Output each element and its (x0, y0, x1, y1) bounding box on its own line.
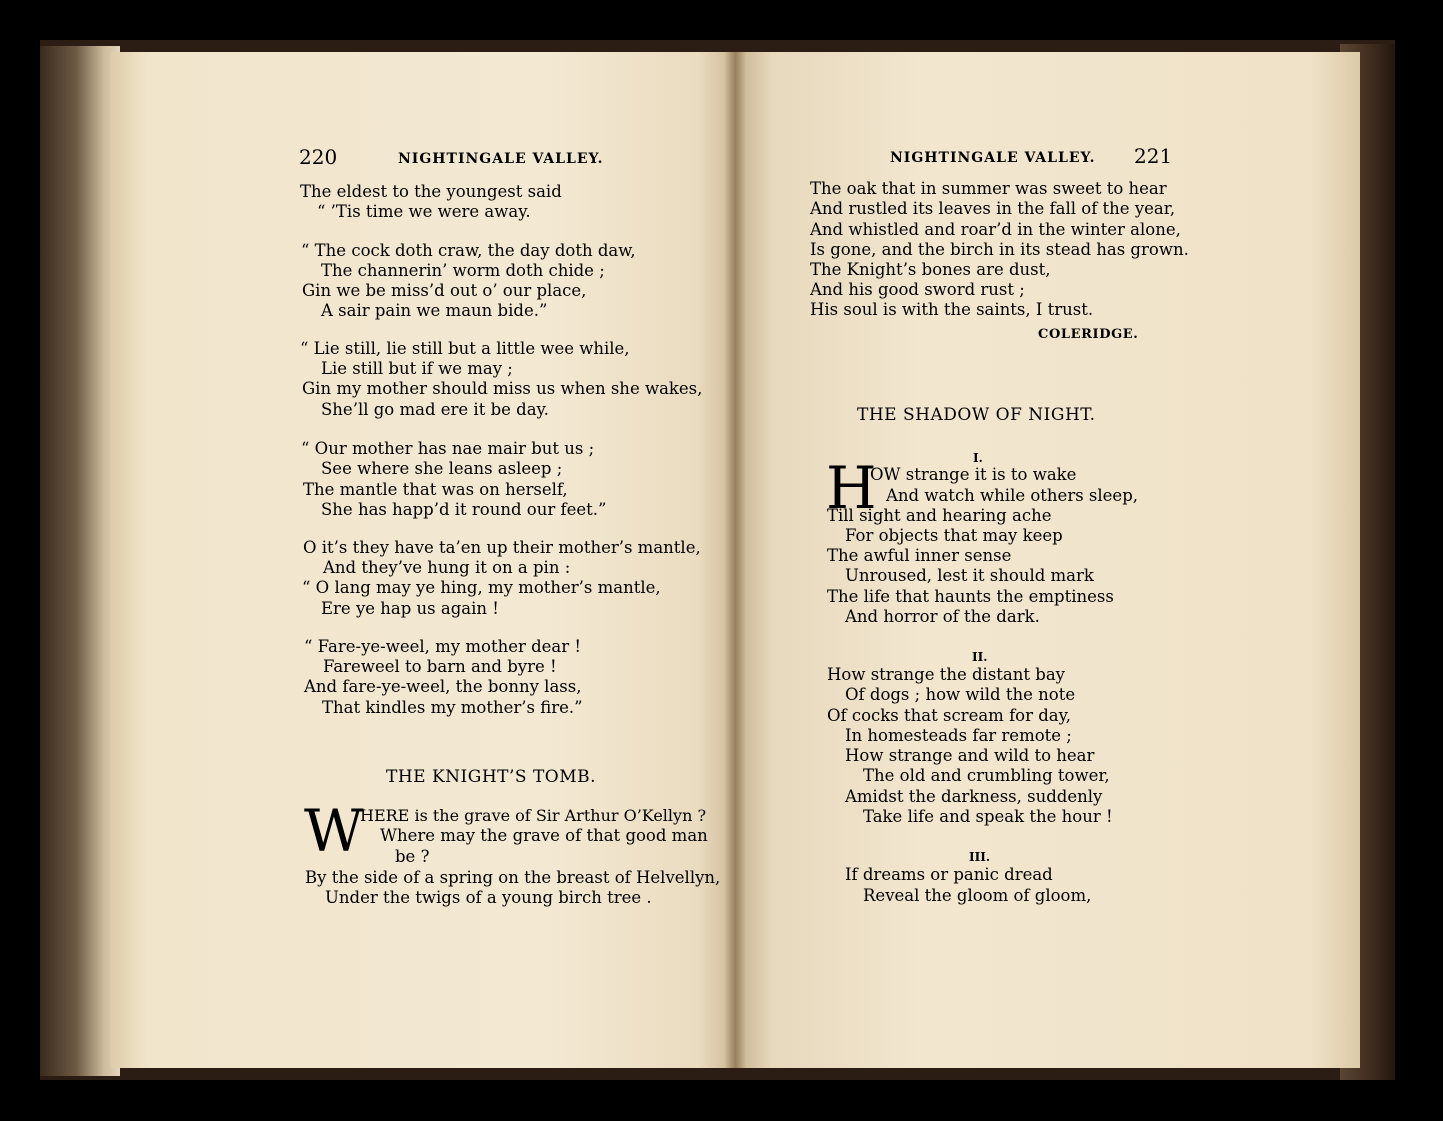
verse-line: HERE is the grave of Sir Arthur O’Kellyn ? (360, 806, 707, 825)
drop-cap: W (304, 797, 364, 865)
verse-line: And horror of the dark. (845, 607, 1040, 626)
drop-cap: H (826, 454, 877, 522)
verse-line: The Knight’s bones are dust, (810, 260, 1051, 279)
verse-line: A sair pain we maun bide.” (321, 301, 548, 320)
verse-line: If dreams or panic dread (845, 865, 1053, 884)
poem-title: THE KNIGHT’S TOMB. (386, 767, 597, 787)
verse-line: Take life and speak the hour ! (863, 807, 1113, 826)
left-page-number: 220 (299, 145, 338, 169)
verse-line: The eldest to the youngest said (300, 182, 562, 201)
section-numeral: I. (973, 451, 983, 465)
section-numeral: III. (969, 850, 991, 864)
verse-line: Lie still but if we may ; (321, 359, 513, 378)
verse-line: The mantle that was on herself, (303, 480, 568, 499)
verse-line: The channerin’ worm doth chide ; (321, 261, 605, 280)
attribution: COLERIDGE. (1038, 327, 1139, 342)
verse-line: Ere ye hap us again ! (321, 599, 499, 618)
verse-line: How strange and wild to hear (845, 746, 1095, 765)
verse-line: In homesteads far remote ; (845, 726, 1072, 745)
poem-title: THE SHADOW OF NIGHT. (857, 405, 1096, 425)
verse-line: Unroused, lest it should mark (845, 566, 1094, 585)
verse-line: For objects that may keep (845, 526, 1063, 545)
verse-line: “ O lang may ye hing, my mother’s mantle, (302, 578, 661, 597)
verse-line: By the side of a spring on the breast of Helvellyn, (305, 868, 721, 887)
verse-line: Fareweel to barn and byre ! (323, 657, 557, 676)
verse-line: Gin we be miss’d out o’ our place, (302, 281, 587, 300)
verse-line: “ Our mother has nae mair but us ; (301, 439, 595, 458)
verse-line: And watch while others sleep, (886, 486, 1139, 505)
verse-line: O it’s they have ta’en up their mother’s mantle, (303, 538, 701, 557)
verse-line: be ? (395, 847, 430, 866)
verse-line: And they’ve hung it on a pin : (323, 558, 571, 577)
left-running-head: NIGHTINGALE VALLEY. (398, 151, 604, 167)
verse-line: “ Fare-ye-weel, my mother dear ! (304, 637, 582, 656)
verse-line: “ The cock doth craw, the day doth daw, (301, 241, 636, 260)
book-cover-left (40, 46, 120, 1076)
verse-line: Gin my mother should miss us when she wakes, (302, 379, 703, 398)
verse-line: Amidst the darkness, suddenly (845, 787, 1103, 806)
verse-line: “ Lie still, lie still but a little wee while, (300, 339, 630, 358)
verse-line: The oak that in summer was sweet to hear (810, 179, 1167, 198)
verse-line: Of dogs ; how wild the note (845, 685, 1076, 704)
verse-line: Where may the grave of that good man (380, 826, 708, 845)
verse-line: Till sight and hearing ache (827, 506, 1052, 525)
verse-line: And rustled its leaves in the fall of the year, (810, 199, 1176, 218)
verse-line: The old and crumbling tower, (863, 766, 1110, 785)
verse-line: And his good sword rust ; (810, 280, 1025, 299)
right-running-head: NIGHTINGALE VALLEY. (890, 150, 1096, 166)
verse-line: Is gone, and the birch in its stead has grown. (810, 240, 1189, 259)
verse-line: “ ’Tis time we were away. (317, 202, 531, 221)
verse-line: She’ll go mad ere it be day. (321, 400, 549, 419)
book-gutter (724, 52, 746, 1068)
right-page-number: 221 (1134, 144, 1173, 168)
verse-line: The awful inner sense (827, 546, 1012, 565)
verse-line: Reveal the gloom of gloom, (863, 886, 1092, 905)
section-numeral: II. (972, 650, 988, 664)
verse-line: Of cocks that scream for day, (827, 706, 1072, 725)
verse-line: His soul is with the saints, I trust. (810, 300, 1094, 319)
verse-line: That kindles my mother’s fire.” (322, 698, 583, 717)
verse-line: How strange the distant bay (827, 665, 1065, 684)
verse-line: See where she leans asleep ; (321, 459, 563, 478)
verse-line: The life that haunts the emptiness (827, 587, 1114, 606)
verse-line: OW strange it is to wake (870, 465, 1077, 484)
verse-line: And fare-ye-weel, the bonny lass, (304, 677, 582, 696)
verse-line: And whistled and roar’d in the winter alone, (810, 220, 1181, 239)
verse-line: Under the twigs of a young birch tree . (325, 888, 652, 907)
verse-line: She has happ’d it round our feet.” (321, 500, 607, 519)
